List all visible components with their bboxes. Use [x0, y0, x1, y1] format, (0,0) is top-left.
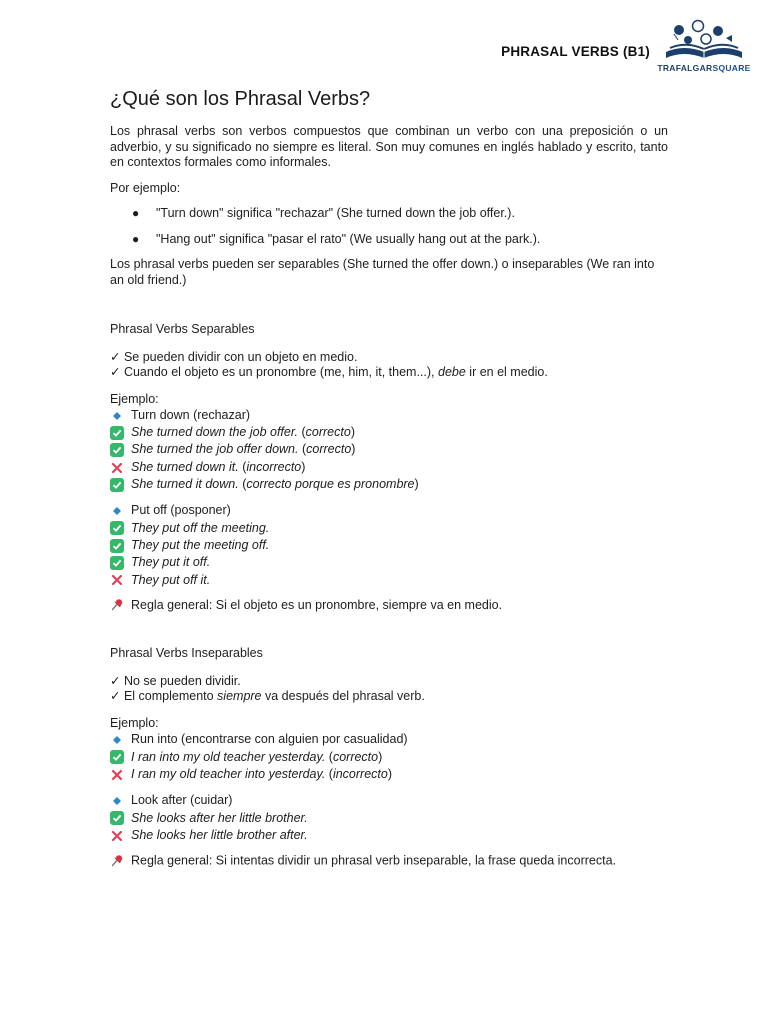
example-bullet-list	[110, 206, 668, 247]
example-line: She turned it down. ( correcto porque es pronombre )	[110, 476, 668, 493]
example-line: She looks her little brother after.	[110, 827, 668, 844]
example-intro: Por ejemplo:	[110, 180, 181, 195]
example-line: She turned down the job offer. ( correcto )	[110, 424, 668, 441]
trafalgar-square-logo	[654, 18, 754, 76]
rule-line: ✓ El complemento siempre va después del phrasal verb.	[110, 689, 425, 704]
cross-mark-icon	[110, 829, 124, 843]
blue-diamond-icon	[110, 794, 124, 808]
bullet-dot-icon: ●	[132, 231, 140, 246]
document-body	[110, 86, 668, 869]
example-line: They put it off.	[110, 554, 668, 571]
verb-heading: Turn down (rechazar)	[110, 407, 668, 424]
example-line: They put off it.	[110, 572, 668, 589]
verb-heading: Run into (encontrarse con alguien por casualidad)	[110, 731, 668, 748]
example-line: They put off the meeting.	[110, 520, 668, 537]
rule-line: ✓ Cuando el objeto es un pronombre (me, him, it, them...), debe ir en el medio.	[110, 365, 548, 379]
cross-mark-icon	[110, 573, 124, 587]
example-line: She turned the job offer down. ( correcto )	[110, 442, 668, 459]
general-rule-separables: Regla general: Si el objeto es un pronombre, siempre va en medio.	[110, 598, 668, 614]
blue-diamond-icon	[110, 409, 124, 423]
page-title: ¿Qué son los Phrasal Verbs?	[110, 88, 371, 110]
section-title-inseparables: Phrasal Verbs Inseparables	[110, 646, 263, 661]
check-mark-icon	[110, 426, 124, 440]
list-item: ● "Hang out" significa "pasar el rato" (We usually hang out at the park.).	[132, 231, 541, 246]
general-rule-inseparables: Regla general: Si intentas dividir un phrasal verb inseparable, la frase queda incorrecta.	[110, 853, 668, 869]
page-header	[0, 0, 768, 80]
section-title-separables: Phrasal Verbs Separables	[110, 322, 255, 336]
blue-diamond-icon	[110, 504, 124, 518]
logo-text-light: SQUARE	[712, 63, 751, 73]
open-book-logo-icon	[654, 18, 754, 64]
example-group-look-after	[110, 792, 668, 844]
example-group-turn-down	[110, 407, 668, 493]
check-mark-icon	[110, 750, 124, 764]
pushpin-icon	[110, 598, 124, 612]
verb-heading: Look after (cuidar)	[110, 792, 668, 809]
inseparables-rules	[110, 674, 668, 705]
intro-paragraph: Los phrasal verbs son verbos compuestos que combinan un verbo con una preposición o un adverbio, y su significado no siempre es literal. Son muy comunes en inglés hablado y escrito, tanto en contextos formales como informales.	[110, 124, 668, 169]
example-line: She looks after her little brother.	[110, 810, 668, 827]
bullet-dot-icon: ●	[132, 206, 140, 220]
logo-text-bold: TRAFALGAR	[657, 63, 713, 73]
example-line: I ran my old teacher into yesterday. ( incorrecto )	[110, 766, 668, 783]
check-mark-icon	[110, 539, 124, 553]
separables-rules	[110, 350, 668, 381]
check-mark-icon	[110, 478, 124, 492]
example-line: She turned down it. ( incorrecto )	[110, 459, 668, 476]
verb-heading: Put off (posponer)	[110, 502, 668, 519]
cross-mark-icon	[110, 461, 124, 475]
check-mark-icon	[110, 811, 124, 825]
check-mark-icon	[110, 521, 124, 535]
example-label: Ejemplo:	[110, 715, 159, 730]
check-mark-icon	[110, 556, 124, 570]
document-label: PHRASAL VERBS (B1)	[501, 44, 650, 59]
example-group-run-into	[110, 731, 668, 783]
cross-mark-icon	[110, 768, 124, 782]
rule-line: ✓ Se pueden dividir con un objeto en medio.	[110, 349, 358, 364]
rule-line: ✓ No se pueden dividir.	[110, 673, 241, 688]
check-mark-icon	[110, 443, 124, 457]
example-group-put-off	[110, 502, 668, 588]
example-line: I ran into my old teacher yesterday. ( correcto )	[110, 749, 668, 766]
example-label: Ejemplo:	[110, 391, 159, 406]
blue-diamond-icon	[110, 733, 124, 747]
pushpin-icon	[110, 853, 124, 867]
separable-note: Los phrasal verbs pueden ser separables (She turned the offer down.) o inseparables (We ran into an old friend.)	[110, 257, 655, 287]
list-item: ● "Turn down" significa "rechazar" (She turned down the job offer.).	[132, 206, 515, 220]
example-line: They put the meeting off.	[110, 537, 668, 554]
